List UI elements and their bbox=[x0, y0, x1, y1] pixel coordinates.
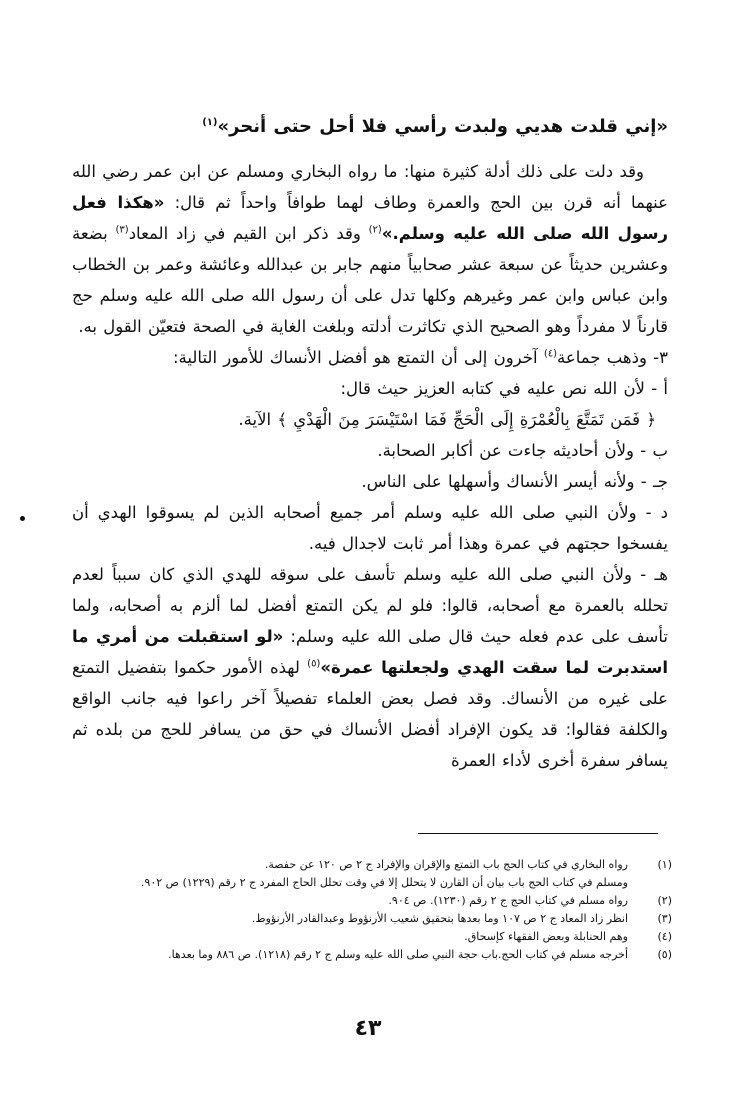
page-number: ٤٣ bbox=[354, 1016, 382, 1041]
hadith-text: «إني قلدت هديي ولبدت رأسي فلا أحل حتى أنحر» bbox=[217, 116, 668, 137]
footnote-text: ومسلم في كتاب الحج باب بيان أن القارن لا يتحلل إلا في وقت تحلل الحاج المفرد ج ٢ رقم (١٢٢٩) ص ٩٠٢. bbox=[140, 876, 628, 889]
footnote-number: (٣) bbox=[657, 912, 672, 925]
footnote-ref: (٤) bbox=[543, 348, 557, 360]
footnote-number: (٥) bbox=[657, 948, 672, 961]
footnote-text: انظر زاد المعاد ج ٢ ص ١٠٧ وما بعدها بتحقيق شعيب الأرنؤوط وعبدالقادر الأرنؤوط. bbox=[251, 912, 628, 925]
list-item-e bbox=[72, 559, 668, 776]
paragraph-evidence bbox=[72, 156, 668, 342]
footnote-text: رواه البخاري في كتاب الحج باب التمتع والإقران والإفراد ج ٢ ص ١٢٠ عن حفصة. bbox=[264, 858, 628, 871]
list-item-d: د - ولأن النبي صلى الله عليه وسلم أمر جميع أصحابه الذين لم يسوقوا الهدي أن يفسخوا حجتهم في عمرة وهذا أمر ثابت لاجدال فيه. bbox=[72, 503, 668, 553]
footnote-row bbox=[62, 892, 672, 910]
section-text: آخرون إلى أن التمتع هو أفضل الأنساك للأمور التالية: bbox=[173, 348, 538, 367]
list-item-b: ب - ولأن أحاديثه جاءت عن أكابر الصحابة. bbox=[377, 441, 668, 460]
footnote-ref: (٢) bbox=[368, 224, 382, 236]
footnote-row bbox=[62, 928, 672, 946]
hadith-quote: «لو استقبلت من أمري ما استدبرت لما سقت الهدي ولجعلتها عمرة» bbox=[72, 627, 669, 677]
footnote-number: (٤) bbox=[657, 930, 672, 943]
footnote-row bbox=[62, 910, 672, 928]
footnote-ref: (٥) bbox=[307, 658, 321, 670]
margin-dot bbox=[20, 516, 25, 521]
item-text: لهذه الأمور حكموا بتفضيل التمتع على غيره من الأنساك. وقد فصل بعض العلماء تفصيلاً آخر راعوا فيه جانب الواقع والكلفة فقالوا: قد يكون الإفراد أفضل الأنساك في حق من يسافر للحج من بلده ثم يسافر سفرة أخرى لأداء العمرة bbox=[72, 658, 668, 770]
footnote-text: رواه مسلم في كتاب الحج ج ٢ رقم (١٢٣٠). ص ٩٠٤. bbox=[388, 894, 628, 907]
footnote-number: (١) bbox=[657, 858, 672, 871]
list-item-a: أ - لأن الله نص عليه في كتابه العزيز حيث قال: bbox=[340, 379, 668, 398]
section-text: ٣- وذهب جماعة bbox=[557, 348, 668, 367]
list-item-c: جـ - ولأنه أيسر الأنساك وأسهلها على الناس. bbox=[361, 472, 668, 491]
footnote-number: (٢) bbox=[657, 894, 672, 907]
paragraph-text: وقد ذكر ابن القيم في زاد المعاد bbox=[128, 224, 361, 243]
footnote-row bbox=[62, 946, 672, 964]
footnote-separator bbox=[418, 833, 658, 834]
opening-hadith-quote bbox=[72, 110, 668, 144]
quran-verse: ﴿ فَمَن تَمَتَّعَ بِالْعُمْرَةِ إِلَى الْحَجِّ فَمَا اسْتَيْسَرَ مِنَ الْهَدْيِ ﴾ الآية. bbox=[238, 410, 656, 429]
footnote-ref: (٣) bbox=[115, 224, 129, 236]
footnote-text: وهم الحنابلة وبعض الفقهاء كإسحاق. bbox=[464, 930, 628, 943]
paragraph-text: وقد دلت على ذلك أدلة كثيرة منها: ما رواه البخاري ومسلم عن ابن عمر رضي الله عنهما أنه قرن بين الحج والعمرة وطاف لهما طوافاً واحداً ثم قال: bbox=[72, 162, 668, 212]
main-text bbox=[72, 110, 668, 776]
section-3-intro bbox=[72, 342, 668, 373]
footnotes bbox=[62, 856, 672, 964]
paragraph-text: بضعة وعشرين حديثاً عن سبعة عشر صحابياً منهم جابر بن عبدالله وعائشة وعمر بن الخطاب وابن عباس وابن عمر وغيرهم وكلها تدل على أن رسول الله صلى الله عليه وسلم حج قارناً لا مفرداً وهو الصحيح الذي تكاثرت أدلته وبلغت الغاية في الصحة فتعيّن القول به. bbox=[72, 224, 668, 336]
footnote-row bbox=[62, 874, 672, 892]
hadith-quote: «هكذا فعل رسول الله صلى الله عليه وسلم.» bbox=[72, 193, 668, 243]
footnote-text: أخرجه مسلم في كتاب الحج.باب حجة النبي صلى الله عليه وسلم ج ٢ رقم (١٢١٨). ص ٨٨٦ وما بعدها. bbox=[168, 948, 628, 961]
footnote-ref: (١) bbox=[202, 117, 218, 128]
footnote-row bbox=[62, 856, 672, 874]
item-text: هـ - ولأن النبي صلى الله عليه وسلم تأسف على سوقه للهدي الذي كان سبباً لعدم تحلله بالعمرة مع أصحابه، قالوا: فلو لم يكن التمتع أفضل لما ألزم به أصحابه، ولما تأسف على عدم فعله حيث قال صلى الله عليه وسلم: bbox=[72, 565, 669, 646]
